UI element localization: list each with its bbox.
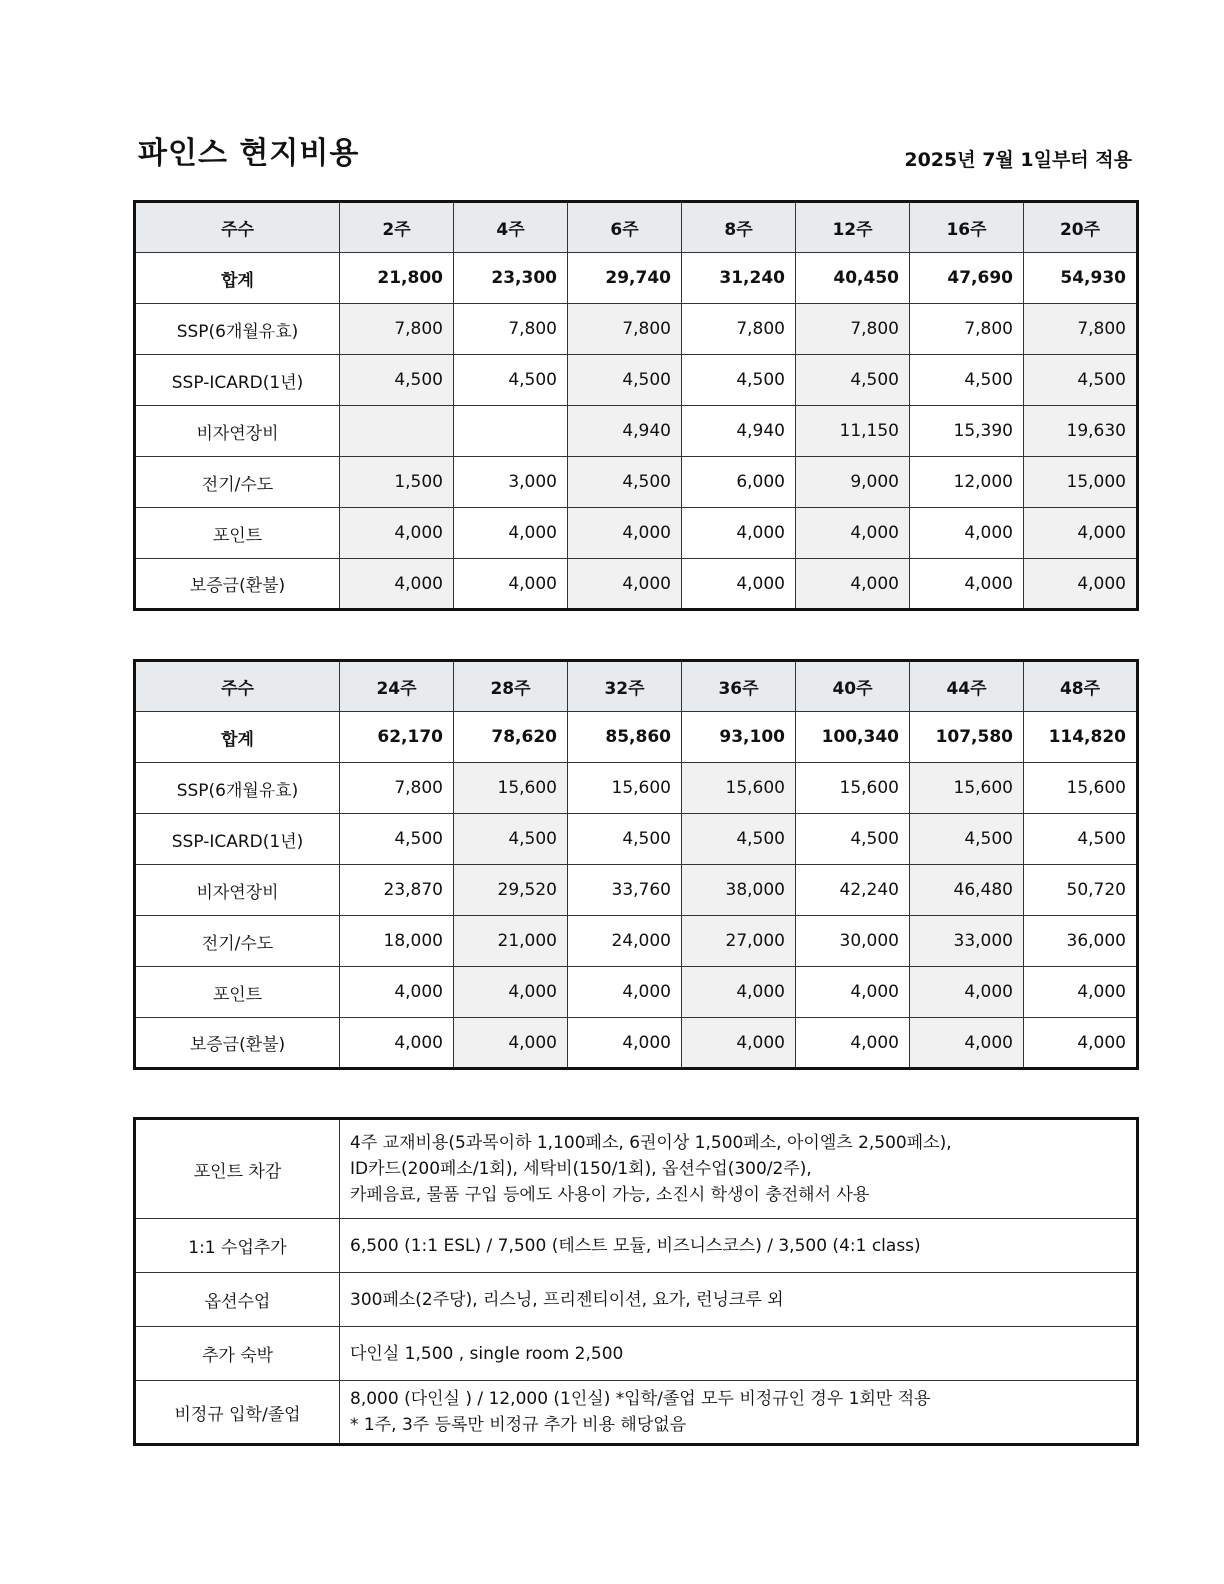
amount-cell: 7,800 (454, 304, 568, 355)
table-row (135, 814, 1138, 865)
amount-cell: 15,600 (910, 763, 1024, 814)
amount-cell: 4,000 (910, 967, 1024, 1018)
amount-cell: 4,500 (682, 355, 796, 406)
row-label: 포인트 (135, 508, 340, 559)
table-row (135, 355, 1138, 406)
header-week-cell: 40주 (796, 661, 910, 712)
note-row (135, 1273, 1138, 1327)
row-label: 포인트 (135, 967, 340, 1018)
amount-cell: 33,000 (910, 916, 1024, 967)
header-row (135, 202, 1138, 253)
amount-cell: 4,000 (454, 967, 568, 1018)
amount-cell: 46,480 (910, 865, 1024, 916)
amount-cell: 36,000 (1024, 916, 1138, 967)
amount-cell: 4,500 (454, 355, 568, 406)
header-week-cell: 28주 (454, 661, 568, 712)
note-text (340, 1327, 1138, 1381)
row-label: 비자연장비 (135, 865, 340, 916)
amount-cell: 31,240 (682, 253, 796, 304)
amount-cell: 4,000 (568, 1018, 682, 1069)
note-label: 1:1 수업추가 (135, 1219, 340, 1273)
row-label: 합계 (135, 253, 340, 304)
amount-cell: 4,500 (340, 814, 454, 865)
amount-cell: 4,500 (1024, 355, 1138, 406)
row-label: SSP-ICARD(1년) (135, 355, 340, 406)
note-text (340, 1119, 1138, 1219)
fee-table-long-term (133, 659, 1139, 1070)
table-row (135, 508, 1138, 559)
amount-cell: 9,000 (796, 457, 910, 508)
amount-cell: 4,500 (568, 457, 682, 508)
amount-cell: 4,000 (568, 508, 682, 559)
amount-cell: 4,000 (1024, 508, 1138, 559)
header-week-cell: 4주 (454, 202, 568, 253)
amount-cell: 42,240 (796, 865, 910, 916)
header-week-cell: 16주 (910, 202, 1024, 253)
amount-cell: 23,300 (454, 253, 568, 304)
amount-cell: 4,000 (340, 508, 454, 559)
header-week-cell: 6주 (568, 202, 682, 253)
fee-table-body (135, 661, 1138, 1069)
header-week-cell: 24주 (340, 661, 454, 712)
table-row (135, 967, 1138, 1018)
row-label: 보증금(환불) (135, 559, 340, 610)
amount-cell: 40,450 (796, 253, 910, 304)
note-line: 다인실 1,500 , single room 2,500 (350, 1343, 624, 1364)
amount-cell: 4,000 (796, 508, 910, 559)
amount-cell: 29,740 (568, 253, 682, 304)
amount-cell: 4,000 (910, 508, 1024, 559)
header-week-cell: 2주 (340, 202, 454, 253)
table-row (135, 865, 1138, 916)
amount-cell: 27,000 (682, 916, 796, 967)
note-line: 4주 교재비용(5과목이하 1,100페소, 6권이상 1,500페소, 아이엘츠 2,500페소), (350, 1133, 952, 1153)
row-label: 보증금(환불) (135, 1018, 340, 1069)
amount-cell: 4,500 (910, 814, 1024, 865)
amount-cell: 85,860 (568, 712, 682, 763)
amount-cell: 4,000 (796, 1018, 910, 1069)
table-row (135, 457, 1138, 508)
amount-cell: 38,000 (682, 865, 796, 916)
table-row (135, 916, 1138, 967)
amount-cell: 33,760 (568, 865, 682, 916)
row-label: 비자연장비 (135, 406, 340, 457)
row-label: SSP(6개월유효) (135, 763, 340, 814)
amount-cell: 4,500 (568, 814, 682, 865)
header-label-cell: 주수 (135, 661, 340, 712)
amount-cell: 4,500 (682, 814, 796, 865)
amount-cell: 4,000 (796, 559, 910, 610)
amount-cell: 4,940 (682, 406, 796, 457)
header-row (135, 661, 1138, 712)
amount-cell: 54,930 (1024, 253, 1138, 304)
amount-cell: 114,820 (1024, 712, 1138, 763)
amount-cell: 4,000 (454, 1018, 568, 1069)
amount-cell: 4,000 (796, 967, 910, 1018)
amount-cell: 7,800 (796, 304, 910, 355)
amount-cell: 4,000 (454, 508, 568, 559)
note-row (135, 1219, 1138, 1273)
note-label: 비정규 입학/졸업 (135, 1381, 340, 1445)
note-label: 포인트 차감 (135, 1119, 340, 1219)
note-line: 8,000 (다인실 ) / 12,000 (1인실) *입학/졸업 모두 비정규인 경우 1회만 적용 (350, 1389, 931, 1409)
amount-cell: 4,500 (340, 355, 454, 406)
row-label: SSP-ICARD(1년) (135, 814, 340, 865)
amount-cell: 4,500 (454, 814, 568, 865)
amount-cell: 19,630 (1024, 406, 1138, 457)
amount-cell: 4,000 (1024, 967, 1138, 1018)
fee-table-body (135, 202, 1138, 610)
header-week-cell: 8주 (682, 202, 796, 253)
note-line: 300페소(2주당), 리스닝, 프리젠티이션, 요가, 런닝크루 외 (350, 1289, 784, 1310)
amount-cell: 4,000 (682, 508, 796, 559)
amount-cell: 21,000 (454, 916, 568, 967)
note-label: 추가 숙박 (135, 1327, 340, 1381)
amount-cell: 4,000 (1024, 1018, 1138, 1069)
amount-cell: 7,800 (340, 304, 454, 355)
fee-table-short-term (133, 200, 1139, 611)
note-line: 카페음료, 물품 구입 등에도 사용이 가능, 소진시 학생이 충전해서 사용 (350, 1185, 870, 1205)
header-week-cell: 36주 (682, 661, 796, 712)
note-text (340, 1273, 1138, 1327)
amount-cell: 47,690 (910, 253, 1024, 304)
amount-cell: 6,000 (682, 457, 796, 508)
amount-cell: 4,000 (568, 559, 682, 610)
amount-cell: 4,000 (910, 559, 1024, 610)
amount-cell: 4,000 (340, 1018, 454, 1069)
note-line: * 1주, 3주 등록만 비정규 추가 비용 해당없음 (350, 1415, 687, 1435)
amount-cell: 15,600 (568, 763, 682, 814)
amount-cell: 4,000 (340, 967, 454, 1018)
amount-cell: 7,800 (340, 763, 454, 814)
amount-cell: 11,150 (796, 406, 910, 457)
amount-cell: 21,800 (340, 253, 454, 304)
notes-table (133, 1117, 1139, 1446)
amount-cell: 4,500 (568, 355, 682, 406)
table-row (135, 559, 1138, 610)
note-line: ID카드(200페소/1회), 세탁비(150/1회), 옵션수업(300/2주), (350, 1159, 812, 1179)
page-title: 파인스 현지비용 (138, 136, 360, 171)
amount-cell: 107,580 (910, 712, 1024, 763)
amount-cell: 4,000 (682, 559, 796, 610)
amount-cell: 78,620 (454, 712, 568, 763)
amount-cell: 93,100 (682, 712, 796, 763)
row-label: 전기/수도 (135, 457, 340, 508)
amount-cell: 3,000 (454, 457, 568, 508)
amount-cell: 4,500 (1024, 814, 1138, 865)
amount-cell (454, 406, 568, 457)
row-label: 전기/수도 (135, 916, 340, 967)
header-week-cell: 44주 (910, 661, 1024, 712)
amount-cell: 18,000 (340, 916, 454, 967)
table-row (135, 406, 1138, 457)
amount-cell: 15,600 (454, 763, 568, 814)
amount-cell: 4,500 (796, 355, 910, 406)
amount-cell: 4,940 (568, 406, 682, 457)
amount-cell: 4,500 (910, 355, 1024, 406)
header-label-cell: 주수 (135, 202, 340, 253)
effective-date: 2025년 7월 1일부터 적용 (904, 149, 1132, 171)
amount-cell: 4,000 (682, 967, 796, 1018)
header-week-cell: 48주 (1024, 661, 1138, 712)
table-row (135, 304, 1138, 355)
amount-cell: 7,800 (682, 304, 796, 355)
amount-cell: 29,520 (454, 865, 568, 916)
note-text (340, 1219, 1138, 1273)
amount-cell: 23,870 (340, 865, 454, 916)
amount-cell: 7,800 (1024, 304, 1138, 355)
note-row (135, 1381, 1138, 1445)
note-row (135, 1327, 1138, 1381)
amount-cell: 7,800 (568, 304, 682, 355)
total-row (135, 253, 1138, 304)
note-line: 6,500 (1:1 ESL) / 7,500 (테스트 모듈, 비즈니스코스) / 3,500 (4:1 class) (350, 1235, 921, 1256)
amount-cell: 15,600 (1024, 763, 1138, 814)
amount-cell (340, 406, 454, 457)
amount-cell: 15,600 (796, 763, 910, 814)
table-row (135, 763, 1138, 814)
note-label: 옵션수업 (135, 1273, 340, 1327)
amount-cell: 15,600 (682, 763, 796, 814)
amount-cell: 24,000 (568, 916, 682, 967)
header-week-cell: 32주 (568, 661, 682, 712)
amount-cell: 4,000 (910, 1018, 1024, 1069)
header-week-cell: 12주 (796, 202, 910, 253)
amount-cell: 15,000 (1024, 457, 1138, 508)
amount-cell: 30,000 (796, 916, 910, 967)
amount-cell: 4,500 (796, 814, 910, 865)
amount-cell: 4,000 (1024, 559, 1138, 610)
note-text (340, 1381, 1138, 1445)
row-label: SSP(6개월유효) (135, 304, 340, 355)
amount-cell: 7,800 (910, 304, 1024, 355)
header-week-cell: 20주 (1024, 202, 1138, 253)
amount-cell: 50,720 (1024, 865, 1138, 916)
row-label: 합계 (135, 712, 340, 763)
notes-table-body (135, 1119, 1138, 1445)
note-row (135, 1119, 1138, 1219)
amount-cell: 4,000 (454, 559, 568, 610)
amount-cell: 62,170 (340, 712, 454, 763)
amount-cell: 100,340 (796, 712, 910, 763)
amount-cell: 4,000 (682, 1018, 796, 1069)
amount-cell: 15,390 (910, 406, 1024, 457)
amount-cell: 4,000 (340, 559, 454, 610)
table-row (135, 1018, 1138, 1069)
total-row (135, 712, 1138, 763)
amount-cell: 4,000 (568, 967, 682, 1018)
amount-cell: 1,500 (340, 457, 454, 508)
amount-cell: 12,000 (910, 457, 1024, 508)
